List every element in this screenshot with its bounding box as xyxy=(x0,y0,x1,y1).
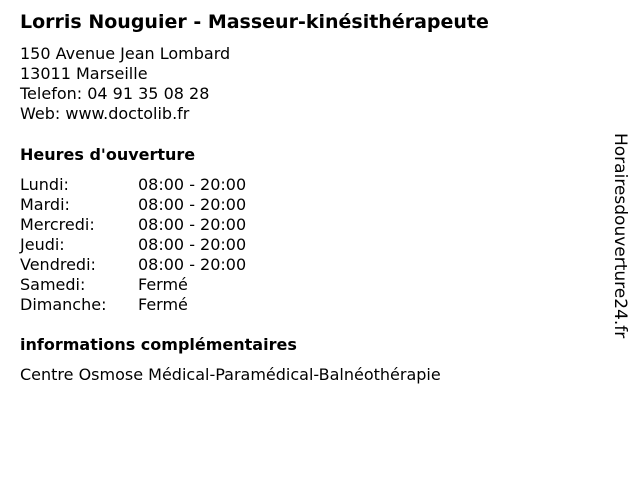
business-title: Lorris Nouguier - Masseur-kinésithérapeute xyxy=(20,11,489,33)
address-city: 13011 Marseille xyxy=(20,64,148,83)
day-label: Jeudi: xyxy=(20,235,65,254)
hours-value: Fermé xyxy=(138,275,188,294)
website: Web: www.doctolib.fr xyxy=(20,104,190,123)
opening-hours-heading: Heures d'ouverture xyxy=(20,145,196,164)
additional-info-heading: informations complémentaires xyxy=(20,335,297,354)
site-watermark: Horairesdouverture24.fr xyxy=(610,133,630,339)
day-label: Mercredi: xyxy=(20,215,95,234)
hours-value: 08:00 - 20:00 xyxy=(138,175,247,194)
phone-number: Telefon: 04 91 35 08 28 xyxy=(20,84,210,103)
additional-info-text: Centre Osmose Médical-Paramédical-Balnéothérapie xyxy=(20,365,441,384)
day-label: Samedi: xyxy=(20,275,86,294)
hours-value: 08:00 - 20:00 xyxy=(138,195,247,214)
address-street: 150 Avenue Jean Lombard xyxy=(20,44,231,63)
hours-value: Fermé xyxy=(138,295,188,314)
business-contact xyxy=(20,44,230,124)
day-label: Lundi: xyxy=(20,175,69,194)
hours-value: 08:00 - 20:00 xyxy=(138,255,247,274)
day-label: Vendredi: xyxy=(20,255,96,274)
day-label: Dimanche: xyxy=(20,295,107,314)
hours-value: 08:00 - 20:00 xyxy=(138,235,247,254)
hours-value: 08:00 - 20:00 xyxy=(138,215,247,234)
day-label: Mardi: xyxy=(20,195,70,214)
